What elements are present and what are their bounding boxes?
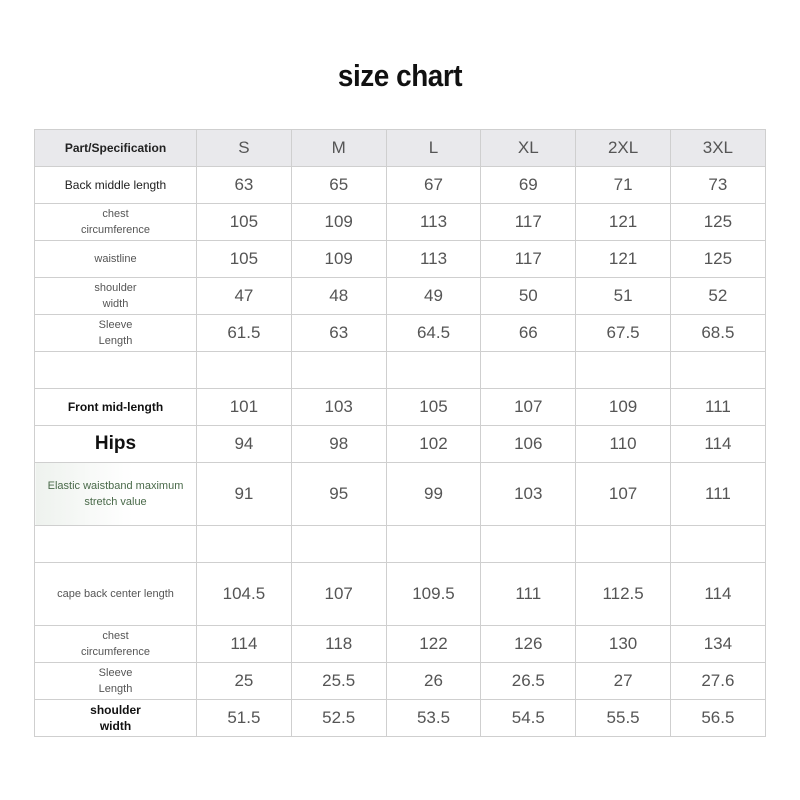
size-value-cell: 103: [291, 389, 386, 426]
row-label-line: Front mid-length: [67, 400, 164, 414]
size-value-cell: 134: [670, 626, 765, 663]
size-value-cell: 117: [481, 241, 576, 278]
row-label: [35, 626, 197, 663]
size-value-cell: 107: [291, 563, 386, 626]
size-value-cell: 71: [576, 167, 671, 204]
size-value-cell: 98: [291, 426, 386, 463]
size-value-cell: 63: [197, 167, 292, 204]
row-label-line: Sleeve: [98, 319, 133, 331]
size-value-cell: 67: [386, 167, 481, 204]
size-value-cell: 99: [386, 463, 481, 526]
row-label-line: Length: [98, 683, 133, 695]
size-value-cell: 101: [197, 389, 292, 426]
size-header: S: [197, 130, 292, 167]
row-label: [35, 526, 197, 563]
size-header: XL: [481, 130, 576, 167]
size-header: 3XL: [670, 130, 765, 167]
row-label-line: cape back center length: [57, 588, 174, 600]
size-value-cell: [576, 352, 671, 389]
table-row: [35, 426, 766, 463]
spec-header: Part/Specification: [35, 130, 197, 167]
size-value-cell: 64.5: [386, 315, 481, 352]
size-value-cell: 65: [291, 167, 386, 204]
size-value-cell: 103: [481, 463, 576, 526]
size-value-cell: 126: [481, 626, 576, 663]
size-value-cell: 95: [291, 463, 386, 526]
row-label-line: Back middle length: [64, 178, 167, 192]
size-value-cell: 111: [670, 389, 765, 426]
size-value-cell: 91: [197, 463, 292, 526]
size-value-cell: 26: [386, 663, 481, 700]
size-value-cell: 48: [291, 278, 386, 315]
row-label: [35, 204, 197, 241]
size-value-cell: [481, 352, 576, 389]
size-value-cell: 66: [481, 315, 576, 352]
size-value-cell: 117: [481, 204, 576, 241]
size-value-cell: 61.5: [197, 315, 292, 352]
size-value-cell: [386, 352, 481, 389]
size-value-cell: 102: [386, 426, 481, 463]
size-value-cell: 121: [576, 241, 671, 278]
table-body: [35, 167, 766, 737]
table-row: [35, 278, 766, 315]
row-label-line: Sleeve: [98, 667, 133, 679]
row-label: [35, 241, 197, 278]
size-value-cell: 73: [670, 167, 765, 204]
size-value-cell: 125: [670, 204, 765, 241]
row-label-line: width: [102, 298, 129, 310]
size-value-cell: 110: [576, 426, 671, 463]
size-value-cell: 130: [576, 626, 671, 663]
row-label-line: waistline: [94, 253, 137, 265]
table-row: [35, 389, 766, 426]
row-label-line: Length: [98, 335, 133, 347]
size-value-cell: 27: [576, 663, 671, 700]
table-header: [35, 130, 766, 167]
row-label-line: circumference: [80, 224, 151, 236]
size-value-cell: 109: [291, 241, 386, 278]
size-value-cell: [481, 526, 576, 563]
size-value-cell: 112.5: [576, 563, 671, 626]
size-value-cell: 52.5: [291, 700, 386, 737]
row-label: [35, 563, 197, 626]
size-value-cell: 52: [670, 278, 765, 315]
table-row: [35, 352, 766, 389]
row-label: [35, 352, 197, 389]
size-value-cell: 118: [291, 626, 386, 663]
size-value-cell: 106: [481, 426, 576, 463]
size-value-cell: [291, 526, 386, 563]
size-value-cell: 50: [481, 278, 576, 315]
size-value-cell: 122: [386, 626, 481, 663]
size-value-cell: 51: [576, 278, 671, 315]
row-label: [35, 463, 197, 526]
page-title: size chart: [337, 58, 463, 93]
size-value-cell: 26.5: [481, 663, 576, 700]
size-value-cell: 109.5: [386, 563, 481, 626]
table-row: [35, 315, 766, 352]
table-row: [35, 563, 766, 626]
row-label-line: circumference: [80, 646, 151, 658]
row-label-line: Elastic waistband maximum: [47, 480, 184, 492]
size-value-cell: 25: [197, 663, 292, 700]
size-value-cell: 25.5: [291, 663, 386, 700]
row-label-line: chest: [102, 630, 129, 642]
size-value-cell: 68.5: [670, 315, 765, 352]
size-value-cell: 113: [386, 241, 481, 278]
table-row: [35, 526, 766, 563]
table-row: [35, 241, 766, 278]
table-row: [35, 167, 766, 204]
size-header: L: [386, 130, 481, 167]
row-label-line: shoulder: [90, 703, 141, 717]
size-value-cell: 56.5: [670, 700, 765, 737]
size-value-cell: 109: [576, 389, 671, 426]
size-value-cell: 114: [670, 563, 765, 626]
size-value-cell: 125: [670, 241, 765, 278]
size-chart-table: [34, 129, 766, 737]
size-value-cell: 121: [576, 204, 671, 241]
size-value-cell: 109: [291, 204, 386, 241]
row-label: [35, 389, 197, 426]
table-row: [35, 204, 766, 241]
size-value-cell: 113: [386, 204, 481, 241]
row-label: [35, 315, 197, 352]
size-value-cell: 107: [481, 389, 576, 426]
table-row: [35, 626, 766, 663]
size-value-cell: [197, 526, 292, 563]
size-value-cell: 63: [291, 315, 386, 352]
row-label-line: shoulder: [94, 282, 137, 294]
size-value-cell: 55.5: [576, 700, 671, 737]
size-value-cell: 94: [197, 426, 292, 463]
table-row: [35, 700, 766, 737]
size-value-cell: 111: [481, 563, 576, 626]
size-header: 2XL: [576, 130, 671, 167]
size-header: M: [291, 130, 386, 167]
size-value-cell: 27.6: [670, 663, 765, 700]
size-value-cell: [386, 526, 481, 563]
size-value-cell: 104.5: [197, 563, 292, 626]
size-value-cell: 114: [670, 426, 765, 463]
size-value-cell: 111: [670, 463, 765, 526]
row-label-line: chest: [102, 208, 129, 220]
row-label-line: Hips: [94, 433, 137, 454]
size-value-cell: 67.5: [576, 315, 671, 352]
table-row: [35, 463, 766, 526]
size-value-cell: 49: [386, 278, 481, 315]
size-value-cell: 47: [197, 278, 292, 315]
size-value-cell: 105: [197, 241, 292, 278]
table-row: [35, 663, 766, 700]
size-value-cell: [197, 352, 292, 389]
row-label: [35, 278, 197, 315]
size-value-cell: 114: [197, 626, 292, 663]
size-value-cell: 54.5: [481, 700, 576, 737]
size-value-cell: [670, 352, 765, 389]
size-value-cell: 53.5: [386, 700, 481, 737]
row-label: [35, 700, 197, 737]
size-value-cell: 51.5: [197, 700, 292, 737]
size-value-cell: 107: [576, 463, 671, 526]
size-value-cell: 105: [197, 204, 292, 241]
size-value-cell: [670, 526, 765, 563]
row-label: [35, 426, 197, 463]
size-value-cell: [291, 352, 386, 389]
row-label: [35, 663, 197, 700]
row-label-line: width: [99, 719, 132, 733]
size-value-cell: 105: [386, 389, 481, 426]
row-label-line: stretch value: [84, 496, 147, 508]
row-label: [35, 167, 197, 204]
size-value-cell: 69: [481, 167, 576, 204]
size-value-cell: [576, 526, 671, 563]
